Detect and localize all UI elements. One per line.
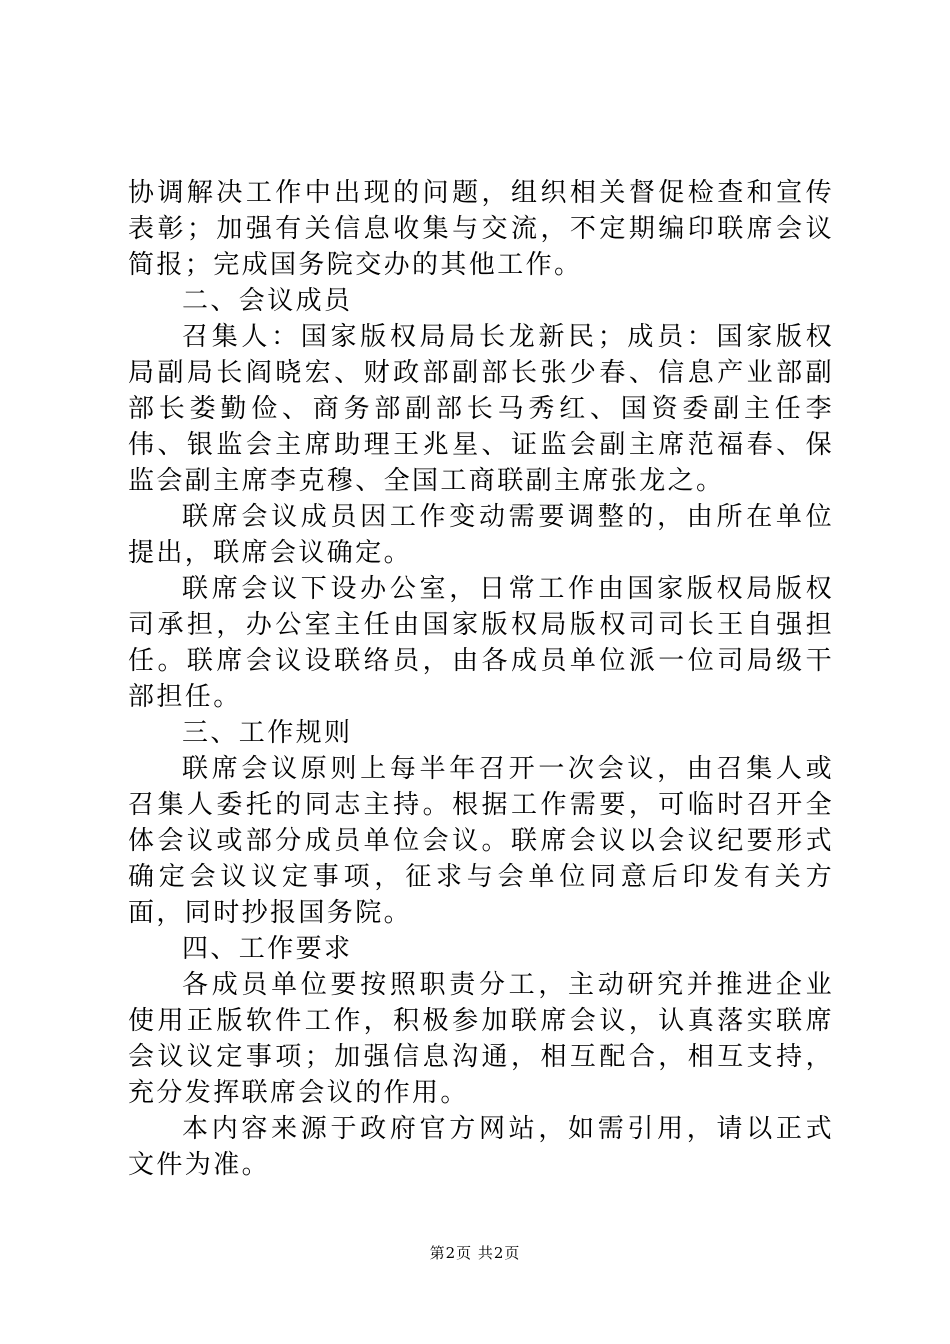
paragraph: 召集人：国家版权局局长龙新民；成员：国家版权局副局长阎晓宏、财政部副部长张少春、信息产业部副部长娄勤俭、商务部副部长马秀红、国资委副主任李伟、银监会主席助理王兆星、证监会副主席范福春、保监会副主席李克穆、全国工商联副主席张龙之。 bbox=[128, 322, 834, 496]
source-note: 本内容来源于政府官方网站，如需引用，请以正式文件为准。 bbox=[128, 1114, 834, 1180]
section-heading: 三、工作规则 bbox=[182, 718, 353, 748]
section-heading: 四、工作要求 bbox=[182, 934, 353, 964]
page-footer: 第2页 共2页 bbox=[429, 1244, 521, 1262]
paragraph: 联席会议成员因工作变动需要调整的，由所在单位提出，联席会议确定。 bbox=[128, 502, 834, 568]
paragraph: 各成员单位要按照职责分工，主动研究并推进企业使用正版软件工作，积极参加联席会议，认真落实联席会议议定事项；加强信息沟通，相互配合，相互支持，充分发挥联席会议的作用。 bbox=[128, 970, 834, 1108]
paragraph: 协调解决工作中出现的问题，组织相关督促检查和宣传表彰；加强有关信息收集与交流，不定期编印联席会议简报；完成国务院交办的其他工作。 bbox=[128, 178, 834, 280]
section-heading: 二、会议成员 bbox=[182, 286, 353, 316]
document-body bbox=[128, 175, 834, 1183]
paragraph: 联席会议下设办公室，日常工作由国家版权局版权司承担，办公室主任由国家版权局版权司司长王自强担任。联席会议设联络员，由各成员单位派一位司局级干部担任。 bbox=[128, 574, 834, 712]
paragraph: 联席会议原则上每半年召开一次会议，由召集人或召集人委托的同志主持。根据工作需要，可临时召开全体会议或部分成员单位会议。联席会议以会议纪要形式确定会议议定事项，征求与会单位同意后印发有关方面，同时抄报国务院。 bbox=[128, 754, 834, 928]
